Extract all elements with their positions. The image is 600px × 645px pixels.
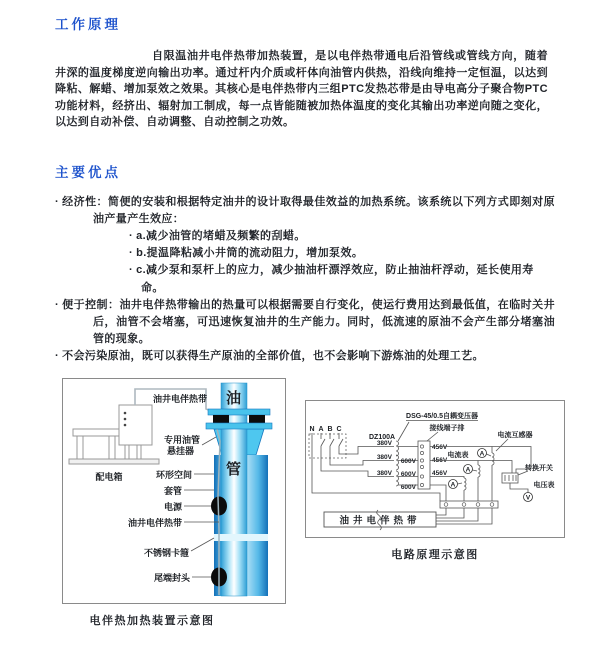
list-item-economy [55,194,555,228]
control-text: 油井电伴热带输出的热量可以根据需要自行变化，使运行费用达到最低值，在临时关井后，油管不会堵塞，可迅速恢复油井的生产能力。同时，低流速的原油不会产生部分堵塞油管的现象。 [93,298,556,346]
control-label: 便于控制： [62,298,120,311]
list-item-control [55,297,555,349]
section-title-working-principle: 工作原理 [55,17,121,32]
changeover-switch [502,473,518,483]
hanger-label-line2: 悬挂器 [166,446,194,456]
sub-a-text: a.减少油管的堵蜡及频繁的刮蜡。 [136,229,306,242]
bullet-marker: · [129,247,134,260]
voltmeter-label: 电压表 [533,482,555,489]
wellhead-flange-top [208,409,270,415]
well-diagram-caption: 电伴热加热装置示意图 [89,615,215,627]
power-distribution-box [69,405,159,464]
tap-high-1: 600V [400,458,416,465]
transformer-label: DSG-45/0.5自耦变压器 [406,413,478,420]
well-diagram-labels [95,393,219,583]
advantages-list [55,194,555,366]
oil-char-label: 油 [226,390,242,407]
clamp-label: 不锈钢卡箍 [143,548,189,558]
ct-label: 电流互感器 [497,432,533,439]
tape-leads [436,508,492,524]
primary-voltage-2: 380V [376,454,392,461]
terminal-block-label: 接线端子排 [429,425,465,432]
heating-tape-box [324,510,436,530]
hanger-label-line1: 专用油管 [163,435,200,445]
switch-label: 转换开关 [525,465,553,472]
list-item-sub-c [129,262,555,296]
circuit-diagram-caption: 电路原理示意图 [391,549,479,561]
list-item-no-pollution [55,348,555,365]
tape-label: 油井电伴热带 [127,518,182,528]
phase-c-label: C [336,426,342,433]
tap-high-2: 600V [400,471,416,478]
section-title-advantages: 主要优点 [55,164,121,180]
bullet-marker: · [55,298,60,311]
tap-high-3: 600V [400,484,416,491]
phase-n-label: N [309,426,315,433]
primary-voltage-3: 380V [376,470,392,477]
bullet-marker: · [129,229,134,242]
ammeter-symbol-3: A [450,481,456,489]
wellhead-flange-bottom [206,423,272,429]
ammeter-symbol-2: A [465,466,471,474]
list-item-sub-a [129,228,555,245]
sub-c-text: c.减少泵和泵杆上的应力，减少抽油杆漂浮效应，防止抽油杆浮动，延长使用寿命。 [136,264,534,294]
well-diagram-box [62,378,286,604]
pipe-char-label: 管 [226,461,242,478]
breaker-model-label: DZ100A [369,434,396,441]
voltmeter-wire [510,483,528,493]
list-item-sub-b [129,245,555,262]
power-label: 电源 [163,502,182,512]
bullet-marker: · [129,264,134,277]
phase-a-label: A [318,426,324,433]
wellhead-seal-right [249,415,265,423]
economy-label: 经济性： [62,195,108,208]
bullet-marker: · [55,195,60,208]
circuit-diagram-box [305,400,565,538]
end-cap-label: 尾端封头 [153,573,190,583]
ammeter-symbol-1: A [479,450,485,458]
tap-low-2: 456V [432,457,448,464]
voltmeter-symbol: V [525,494,531,502]
casing-label: 套管 [163,486,182,496]
top-tape-label: 油井电伴热带 [152,394,208,404]
annulus-label: 环形空间 [155,470,192,480]
economy-text: 简便的安装和根据特定油井的设计取得最佳效益的加热系统。该系统以下列方式即刻对原油产量产生效应： [93,195,555,225]
well-column [206,383,272,596]
well-diagram [63,379,285,603]
working-principle-paragraph: 自限温油井电伴热带加热装置，是以电伴热带通电后沿管线或管线方向，随着井深的温度梯度逆向输出功率。通过杆内介质或杆体向油管内供热，沿线向维持一定恒温，以达到降粘、解蜡、增加泵效之效果。其核心是电伴热带内三组PTC发热芯带是由导电高分子聚合物PTC功能材料，经挤出、辐射加工制成，每一点皆能随被加热体温度的变化其输出功率逆向随之变化，以达到自动补偿、自动调整、自动控制之功效。 [55,50,548,128]
ammeter-label: 电流表 [447,452,469,459]
tap-low-1: 456V [432,444,448,451]
power-box-label: 配电箱 [95,472,123,482]
clamp-band [214,534,268,541]
no-pollution-text: 不会污染原油，既可以获得生产原油的全部价值，也不会影响下游炼油的处理工艺。 [62,350,484,363]
tap-low-3: 456V [432,470,448,477]
wellhead-seal-left [213,415,229,423]
terminal-block [418,441,430,489]
bullet-marker: · [55,350,60,363]
heating-tape-box-label: 油井电伴热带 [339,515,421,527]
sub-b-text: b.提温降粘减小井筒的流动阻力，增加泵效。 [136,247,364,260]
phase-b-label: B [327,426,333,433]
bus-bar [440,501,498,508]
circuit-diagram [306,401,564,537]
primary-voltage-1: 380V [376,440,392,447]
